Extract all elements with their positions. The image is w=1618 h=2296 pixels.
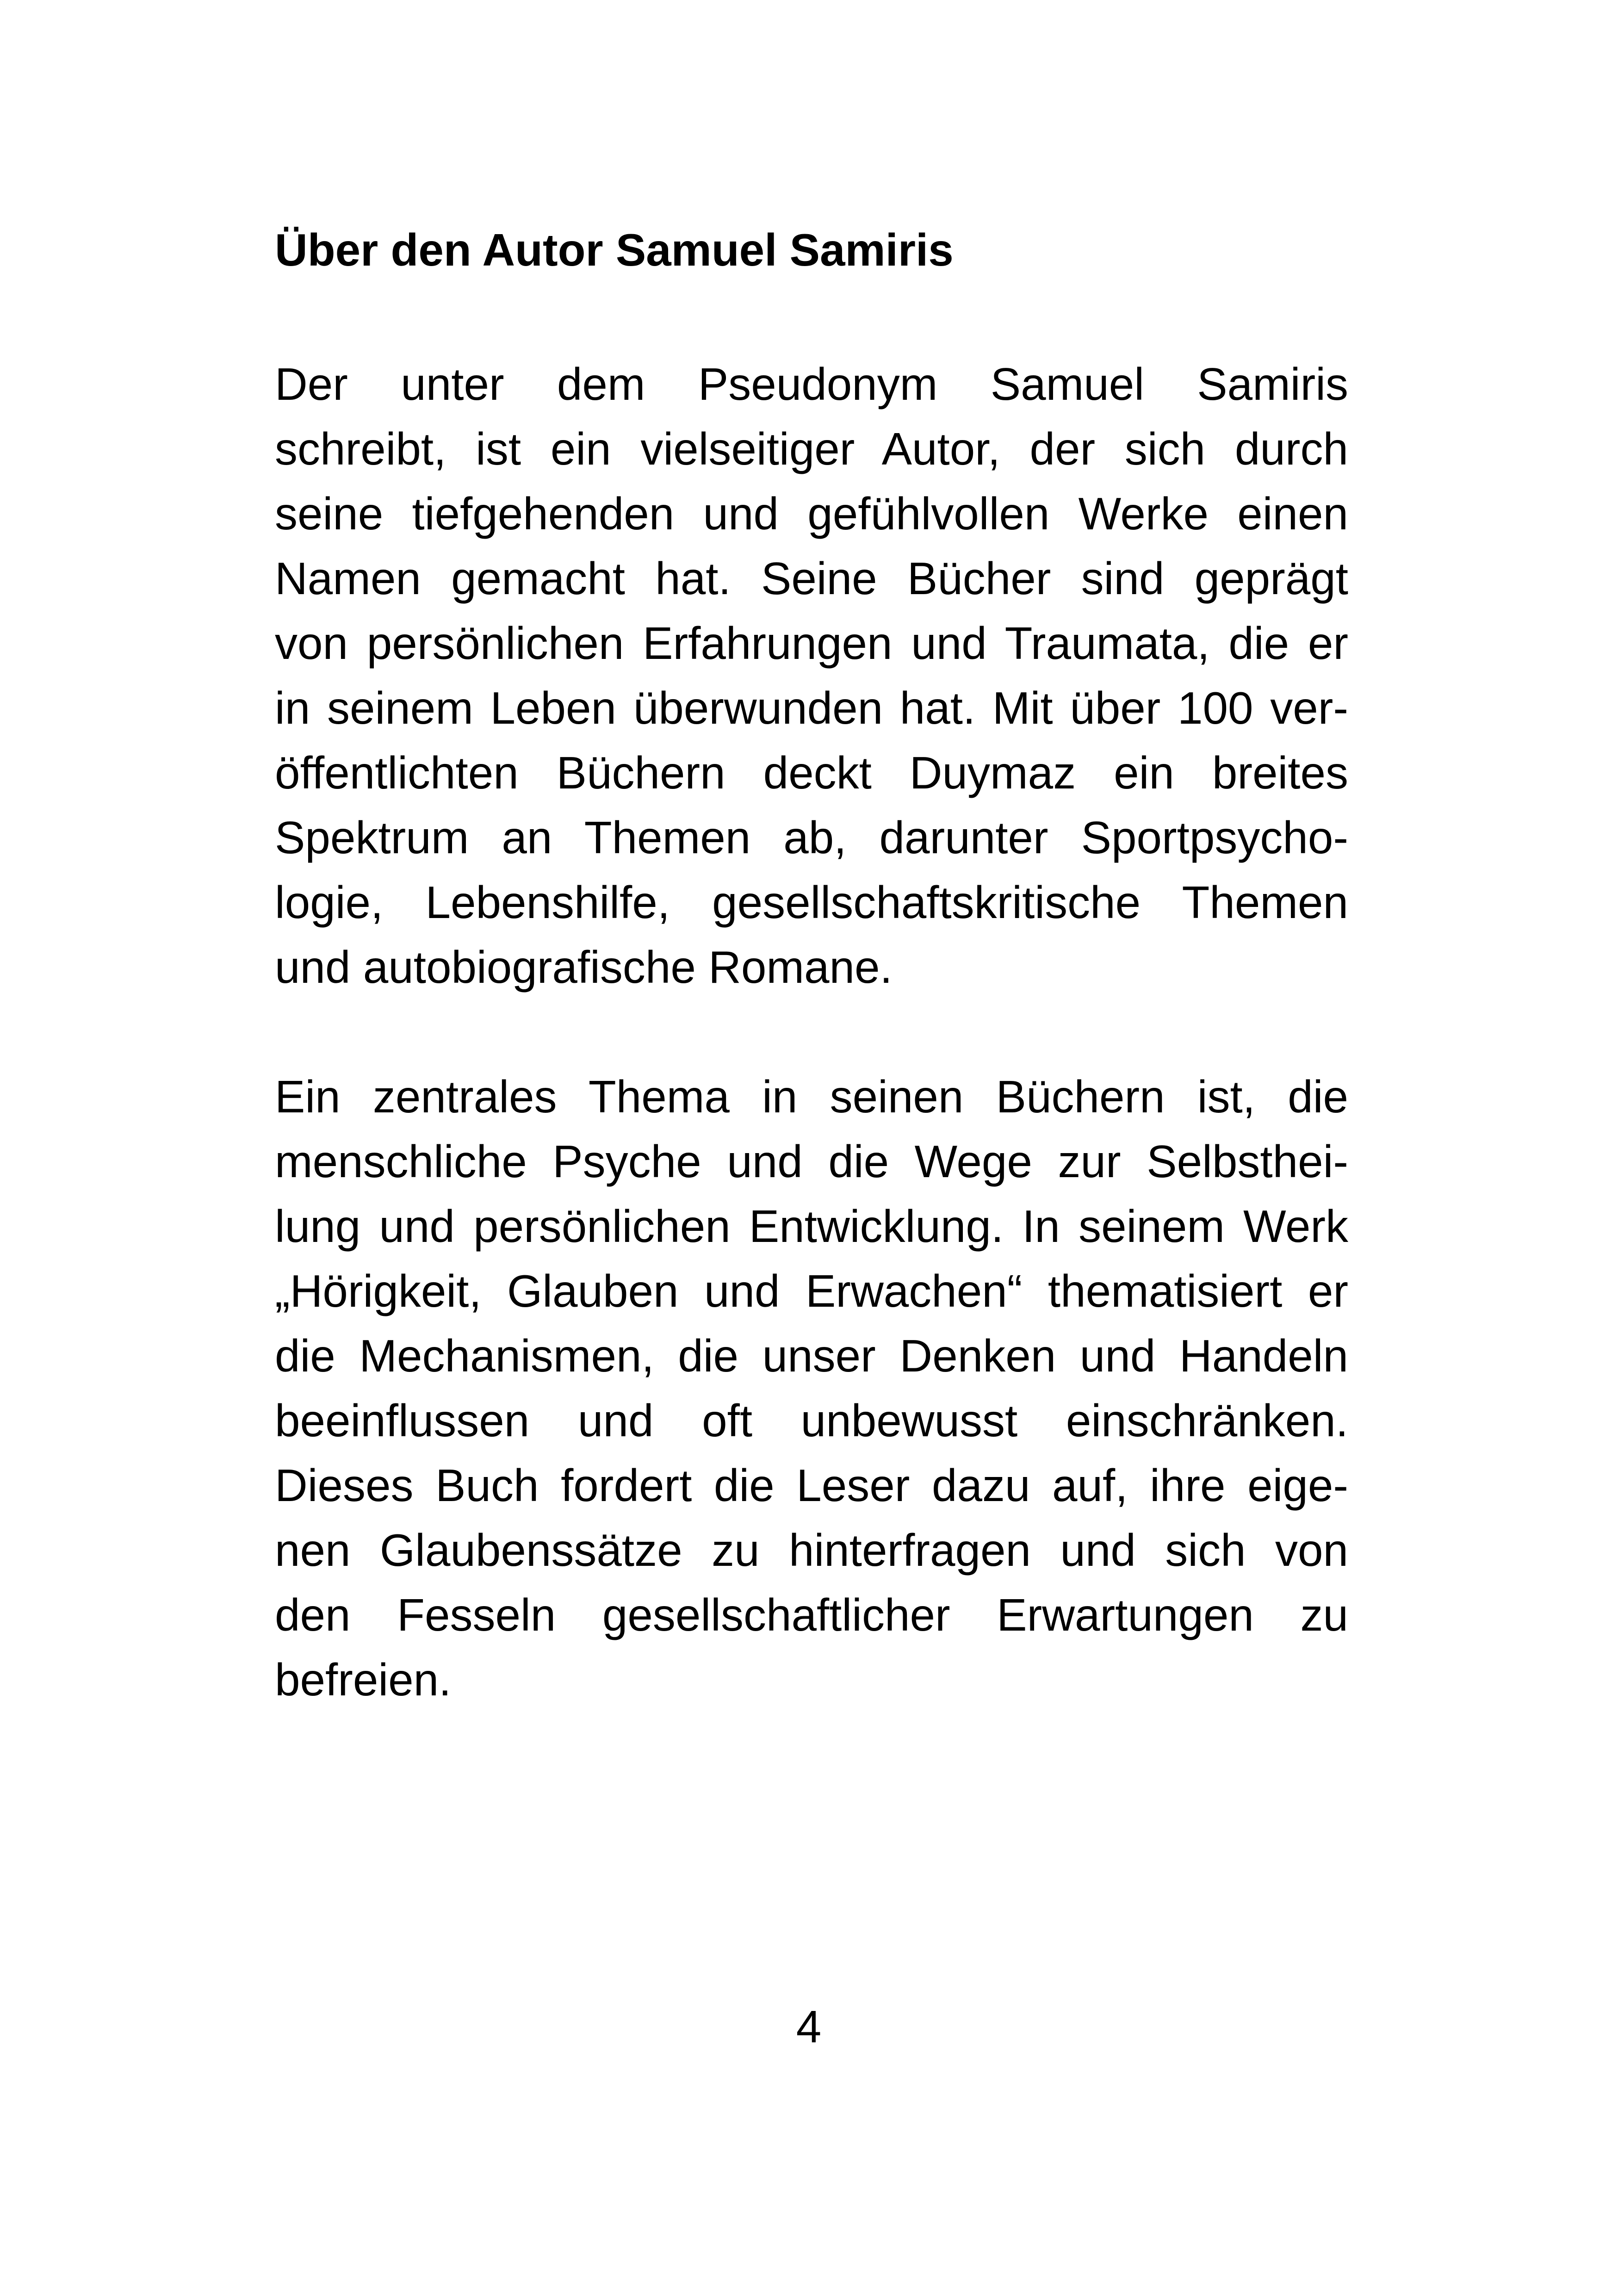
- text-line: „Hörigkeit, Glauben und Erwachen“ thematisiert er: [275, 1266, 1348, 1316]
- text-line: menschliche Psyche und die Wege zur Selbsthei-: [275, 1136, 1348, 1187]
- page-number: 4: [796, 2001, 822, 2052]
- text-line: Namen gemacht hat. Seine Bücher sind geprägt: [275, 553, 1348, 604]
- text-line: seine tiefgehenden und gefühlvollen Werke einen: [275, 488, 1348, 539]
- text-line: von persönlichen Erfahrungen und Traumata, die er: [275, 618, 1348, 669]
- text-line: lung und persönlichen Entwicklung. In seinem Werk: [275, 1201, 1348, 1252]
- text-line: die Mechanismen, die unser Denken und Handeln: [275, 1330, 1348, 1381]
- text-line: Dieses Buch fordert die Leser dazu auf, ihre eige-: [275, 1460, 1348, 1511]
- text-line: nen Glaubenssätze zu hinterfragen und sich von: [275, 1525, 1348, 1576]
- text-line: und autobiografische Romane.: [275, 942, 893, 993]
- text-line: befreien.: [275, 1654, 452, 1705]
- text-line: logie, Lebenshilfe, gesellschaftskritische Themen: [275, 877, 1348, 928]
- text-line: Der unter dem Pseudonym Samuel Samiris: [275, 359, 1348, 410]
- text-line: den Fesseln gesellschaftlicher Erwartungen zu: [275, 1589, 1348, 1640]
- paragraph-2: [275, 1064, 1348, 1712]
- text-line: schreibt, ist ein vielseitiger Autor, der sich durch: [275, 423, 1348, 474]
- text-line: Spektrum an Themen ab, darunter Sportpsycho-: [275, 812, 1348, 863]
- paragraph-1: [275, 352, 1348, 999]
- page-heading: Über den Autor Samuel Samiris: [275, 224, 954, 275]
- text-line: Ein zentrales Thema in seinen Büchern ist, die: [275, 1071, 1348, 1122]
- text-line: öffentlichten Büchern deckt Duymaz ein breites: [275, 747, 1348, 798]
- text-line: in seinem Leben überwunden hat. Mit über 100 ver-: [275, 683, 1348, 733]
- text-line: beeinflussen und oft unbewusst einschränken.: [275, 1395, 1348, 1446]
